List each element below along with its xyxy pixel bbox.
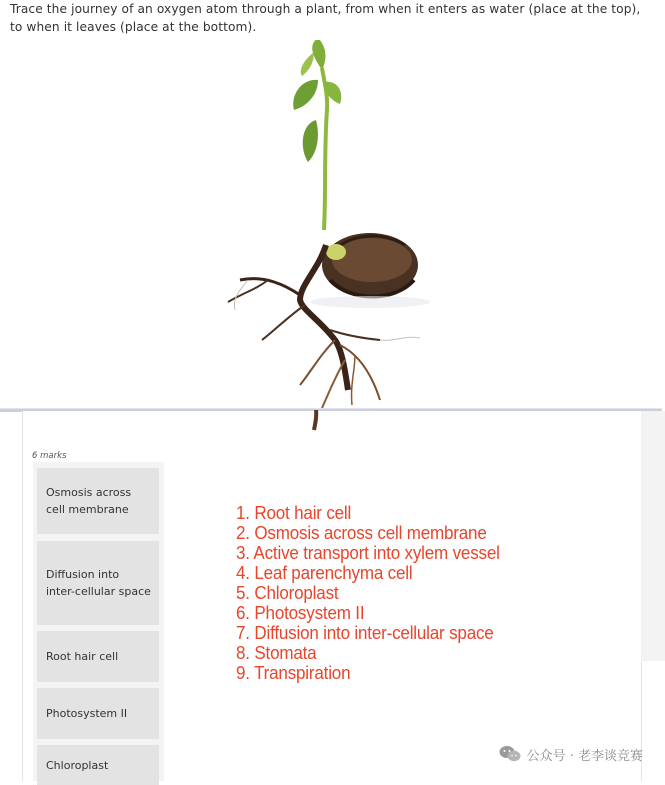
answer-item: 5. Chloroplast	[236, 582, 339, 603]
answer-item: 9. Transpiration	[236, 662, 351, 683]
drag-item-label: Diffusion into inter-cellular space	[46, 568, 151, 598]
question-text	[10, 0, 655, 36]
answer-item: 1. Root hair cell	[236, 502, 352, 523]
answer-item: 6. Photosystem II	[236, 602, 365, 623]
drag-item-label: Photosystem II	[46, 707, 128, 720]
wechat-icon	[499, 745, 521, 763]
watermark-text: 公众号 · 老李谈竞赛	[526, 748, 643, 764]
drag-item-label: Chloroplast	[46, 758, 109, 772]
answer-item: 2. Osmosis across cell membrane	[236, 522, 487, 543]
answer-list	[236, 503, 500, 683]
answer-item: 3. Active transport into xylem vessel	[236, 542, 500, 563]
seedling-image	[0, 40, 662, 410]
drag-item-chloroplast[interactable]	[37, 745, 159, 785]
answer-item: 7. Diffusion into inter-cellular space	[236, 622, 494, 643]
root-tip	[310, 410, 322, 432]
drag-item-diffusion[interactable]	[37, 541, 159, 625]
drag-item-photosystem-ii[interactable]	[37, 688, 159, 739]
answer-item: 4. Leaf parenchyma cell	[236, 562, 413, 583]
drag-item-root-hair-cell[interactable]	[37, 631, 159, 682]
marks-label: 6 marks	[32, 451, 67, 461]
answer-item: 8. Stomata	[236, 642, 317, 663]
watermark	[499, 742, 643, 766]
question-line-1: Trace the journey of an oxygen atom through a plant, from when it enters as water (place at the top),	[10, 2, 641, 16]
question-line-2: to when it leaves (place at the bottom).	[10, 20, 257, 34]
drag-item-label: Root hair cell	[46, 650, 119, 663]
drag-item-osmosis[interactable]	[37, 468, 159, 534]
right-gutter	[641, 411, 665, 661]
drag-item-label: Osmosis across cell membrane	[46, 486, 132, 516]
